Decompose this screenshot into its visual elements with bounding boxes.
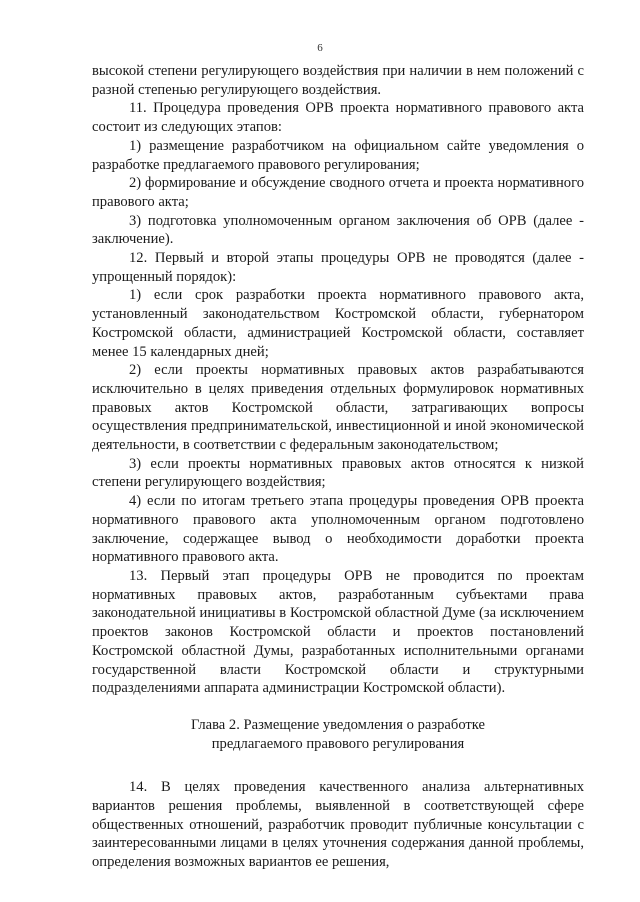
paragraph: 13. Первый этап процедуры ОРВ не проводится по проектам нормативных правовых актов, разработанным субъектами права законодательной инициативы в Костромской областной Думе (за исключением проектов законов Костромской области и проектов постановлений Костромской областной Думы, разработанных исполнительными органами государственной власти Костромской области и структурными подразделениями аппарата администрации Костромской области).	[92, 567, 584, 697]
list-item: 2) если проекты нормативных правовых актов разрабатываются исключительно в целях приведения отдельных формулировок нормативных правовых актов Костромской области, затрагивающих вопросы осуществления предпринимательской, инвестиционной и иной экономической деятельности, в соответствии с федеральным законодательством;	[92, 362, 584, 454]
list-item: 1) размещение разработчиком на официальном сайте уведомления о разработке предлагаемого правового регулирования;	[92, 137, 584, 173]
chapter-heading-line: Глава 2. Размещение уведомления о разработке	[190, 716, 486, 733]
chapter-heading-line: предлагаемого правового регулирования	[211, 735, 465, 752]
list-item: 3) если проекты нормативных правовых актов относятся к низкой степени регулирующего воздействия;	[92, 455, 584, 491]
list-item: 2) формирование и обсуждение сводного отчета и проекта нормативного правового акта;	[92, 175, 584, 210]
paragraph: высокой степени регулирующего воздействия при наличии в нем положений с разной степенью регулирующего воздействия.	[92, 63, 584, 98]
list-item: 3) подготовка уполномоченным органом заключения об ОРВ (далее - заключение).	[92, 212, 584, 248]
list-item: 1) если срок разработки проекта нормативного правового акта, установленный законодательством Костромской области, губернатором Костромской области, администрацией Костромской области, составляет менее 15 календарных дней;	[92, 287, 584, 360]
paragraph: 11. Процедура проведения ОРВ проекта нормативного правового акта состоит из следующих этапов:	[92, 100, 584, 136]
document-body	[92, 62, 584, 872]
page-number: 6	[317, 42, 323, 54]
paragraph: 14. В целях проведения качественного анализа альтернативных вариантов решения проблемы, выявленной в соответствующей сфере общественных отношений, разработчик проводит публичные консультации с заинтересованными лицами в целях уточнения содержания данной проблемы, определения возможных вариантов ее решения,	[92, 779, 584, 871]
list-item: 4) если по итогам третьего этапа процедуры проведения ОРВ проекта нормативного правового акта уполномоченным органом подготовлено заключение, содержащее вывод о необходимости доработки проекта нормативного правового акта.	[92, 493, 584, 566]
chapter-heading	[92, 716, 584, 753]
paragraph: 12. Первый и второй этапы процедуры ОРВ не проводятся (далее - упрощенный порядок):	[92, 250, 584, 285]
